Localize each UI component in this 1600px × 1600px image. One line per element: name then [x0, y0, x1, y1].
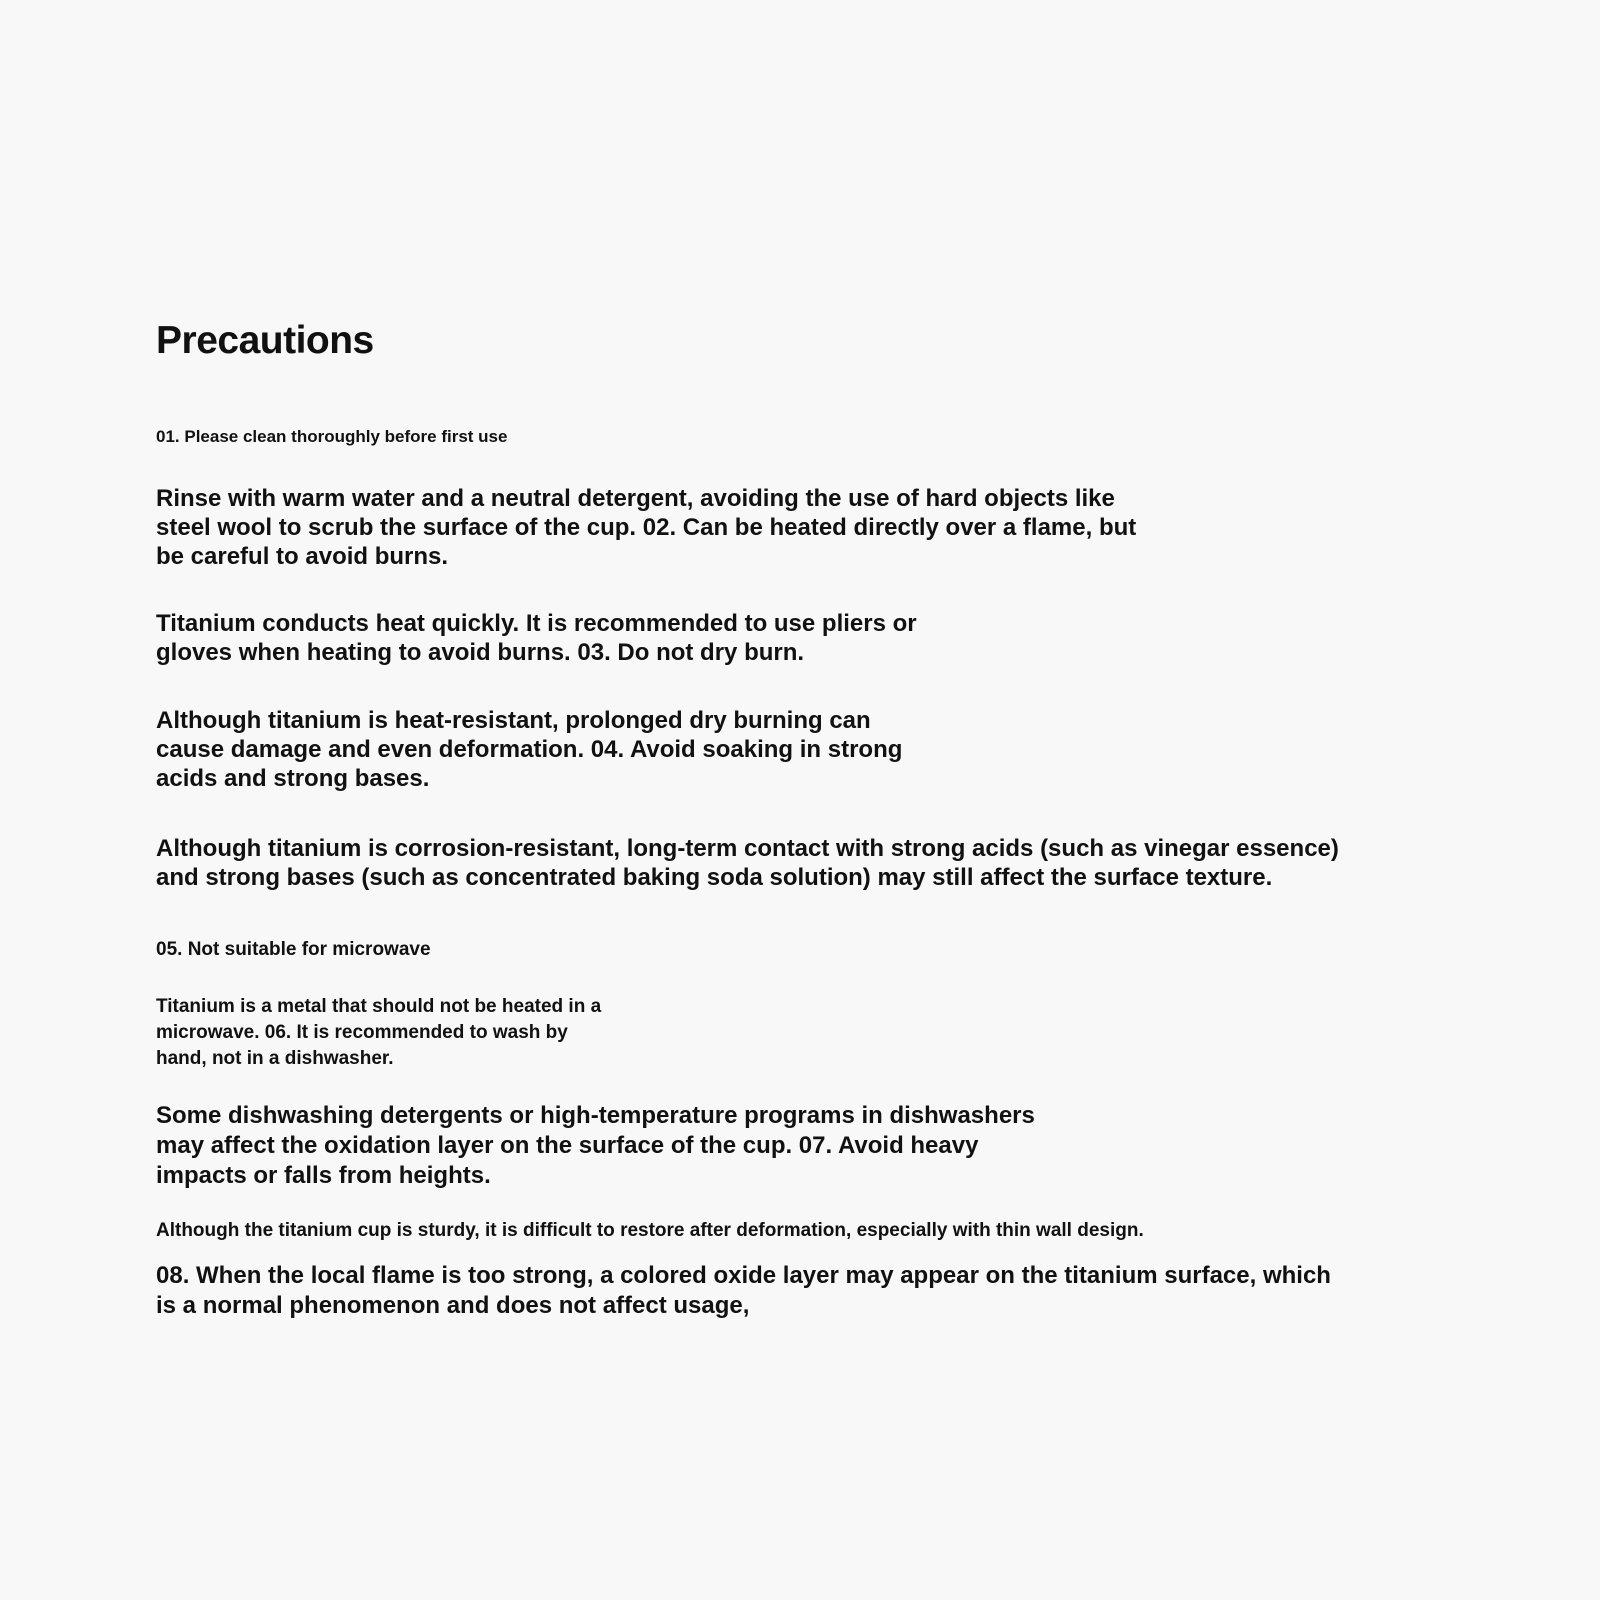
- text-line: 08. When the local flame is too strong, a colored oxide layer may appear on the titanium surface, which: [156, 1262, 1331, 1289]
- precaution-paragraph-rinse: [156, 484, 1136, 571]
- text-line: Titanium conducts heat quickly. It is recommended to use pliers or: [156, 610, 917, 637]
- text-line: 05. Not suitable for microwave: [156, 939, 431, 960]
- text-line: 01. Please clean thoroughly before first use: [156, 427, 508, 446]
- precaution-paragraph-deformation: [156, 1219, 1144, 1243]
- text-line: Some dishwashing detergents or high-temperature programs in dishwashers: [156, 1102, 1035, 1129]
- text-line: cause damage and even deformation. 04. Avoid soaking in strong: [156, 736, 903, 763]
- precaution-heading-01: [156, 426, 507, 448]
- text-line: hand, not in a dishwasher.: [156, 1048, 394, 1069]
- text-line: impacts or falls from heights.: [156, 1162, 491, 1189]
- text-line: gloves when heating to avoid burns. 03. Do not dry burn.: [156, 639, 805, 666]
- precaution-paragraph-oxide-layer: [156, 1261, 1331, 1321]
- text-line: microwave. 06. It is recommended to wash by: [156, 1022, 568, 1043]
- text-line: steel wool to scrub the surface of the cup. 02. Can be heated directly over a flame, but: [156, 514, 1137, 541]
- text-line: acids and strong bases.: [156, 765, 430, 792]
- precaution-paragraph-dishwasher: [156, 1101, 1035, 1191]
- precaution-paragraph-heat: [156, 609, 917, 667]
- precaution-paragraph-dry-burn: [156, 706, 902, 793]
- text-line: may affect the oxidation layer on the surface of the cup. 07. Avoid heavy: [156, 1132, 979, 1159]
- text-line: be careful to avoid burns.: [156, 543, 449, 570]
- precaution-paragraph-microwave: [156, 994, 601, 1072]
- text-line: Although titanium is corrosion-resistant, long-term contact with strong acids (such as vinegar essence): [156, 835, 1339, 862]
- page-title: Precautions: [156, 319, 374, 362]
- text-line: Although titanium is heat-resistant, prolonged dry burning can: [156, 707, 871, 734]
- precaution-heading-05: [156, 938, 431, 962]
- precaution-paragraph-acids: [156, 834, 1339, 892]
- text-line: and strong bases (such as concentrated baking soda solution) may still affect the surface texture.: [156, 864, 1273, 891]
- text-line: Rinse with warm water and a neutral detergent, avoiding the use of hard objects like: [156, 485, 1115, 512]
- text-line: Although the titanium cup is sturdy, it is difficult to restore after deformation, especially with thin wall design.: [156, 1220, 1144, 1241]
- text-line: is a normal phenomenon and does not affect usage,: [156, 1292, 750, 1319]
- text-line: Titanium is a metal that should not be heated in a: [156, 996, 602, 1017]
